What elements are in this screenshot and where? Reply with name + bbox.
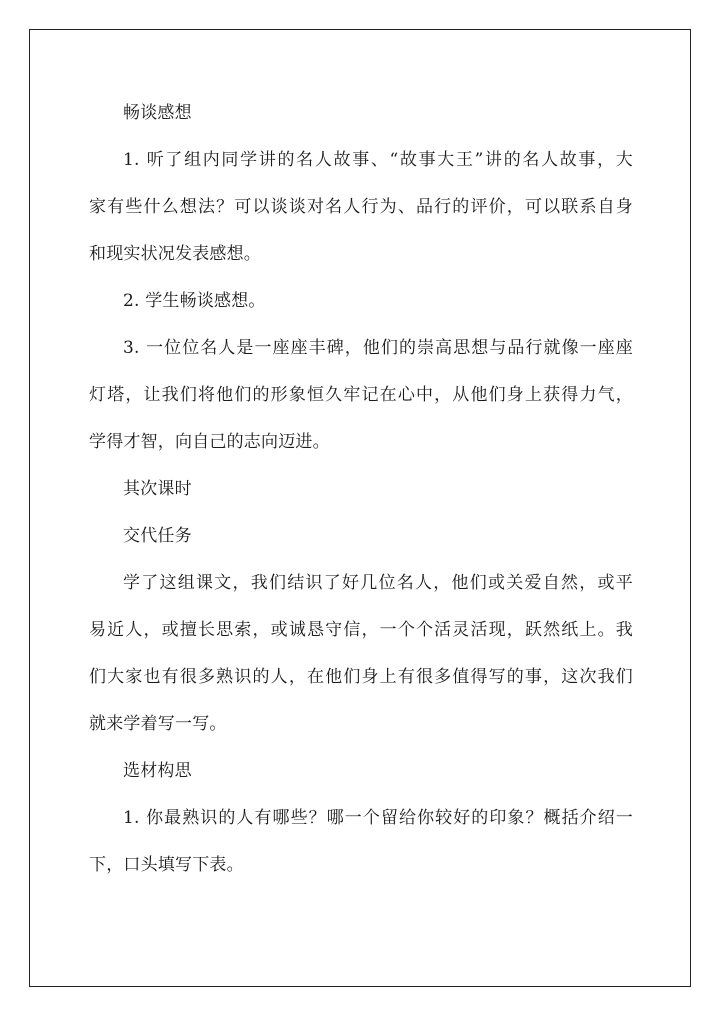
text-line: 和现实状况发表感想。: [89, 244, 261, 264]
text-line: 2. 学生畅谈感想。: [123, 291, 266, 311]
text-line: 学得才智，向自己的志向迈进。: [89, 432, 330, 452]
text-line: 3. 一位位名人是一座座丰碑，他们的崇高思想与品行就像一座座: [123, 338, 633, 358]
text-line: 其次课时: [123, 479, 192, 499]
text-line: 交代任务: [123, 526, 192, 546]
text-line: 灯塔，让我们将他们的形象恒久牢记在心中，从他们身上获得力气，: [89, 385, 633, 405]
text-line: 畅谈感想: [123, 103, 192, 123]
text-line: 就来学着写一写。: [89, 714, 227, 734]
text-line: 1. 你最熟识的人有哪些？哪一个留给你较好的印象？概括介绍一: [123, 808, 633, 828]
document-body: [89, 90, 633, 889]
text-line: 学了这组课文，我们结识了好几位名人，他们或关爱自然，或平: [123, 573, 633, 593]
text-line: 1. 听了组内同学讲的名人故事、“故事大王”讲的名人故事，大: [123, 150, 633, 170]
text-line: 易近人，或擅长思索，或诚恳守信，一个个活灵活现，跃然纸上。我: [89, 620, 633, 640]
text-line: 下，口头填写下表。: [89, 855, 244, 875]
text-line: 家有些什么想法？可以谈谈对名人行为、品行的评价，可以联系自身: [89, 197, 633, 217]
text-line: 选材构思: [123, 761, 192, 781]
text-line: 们大家也有很多熟识的人，在他们身上有很多值得写的事，这次我们: [89, 667, 633, 687]
